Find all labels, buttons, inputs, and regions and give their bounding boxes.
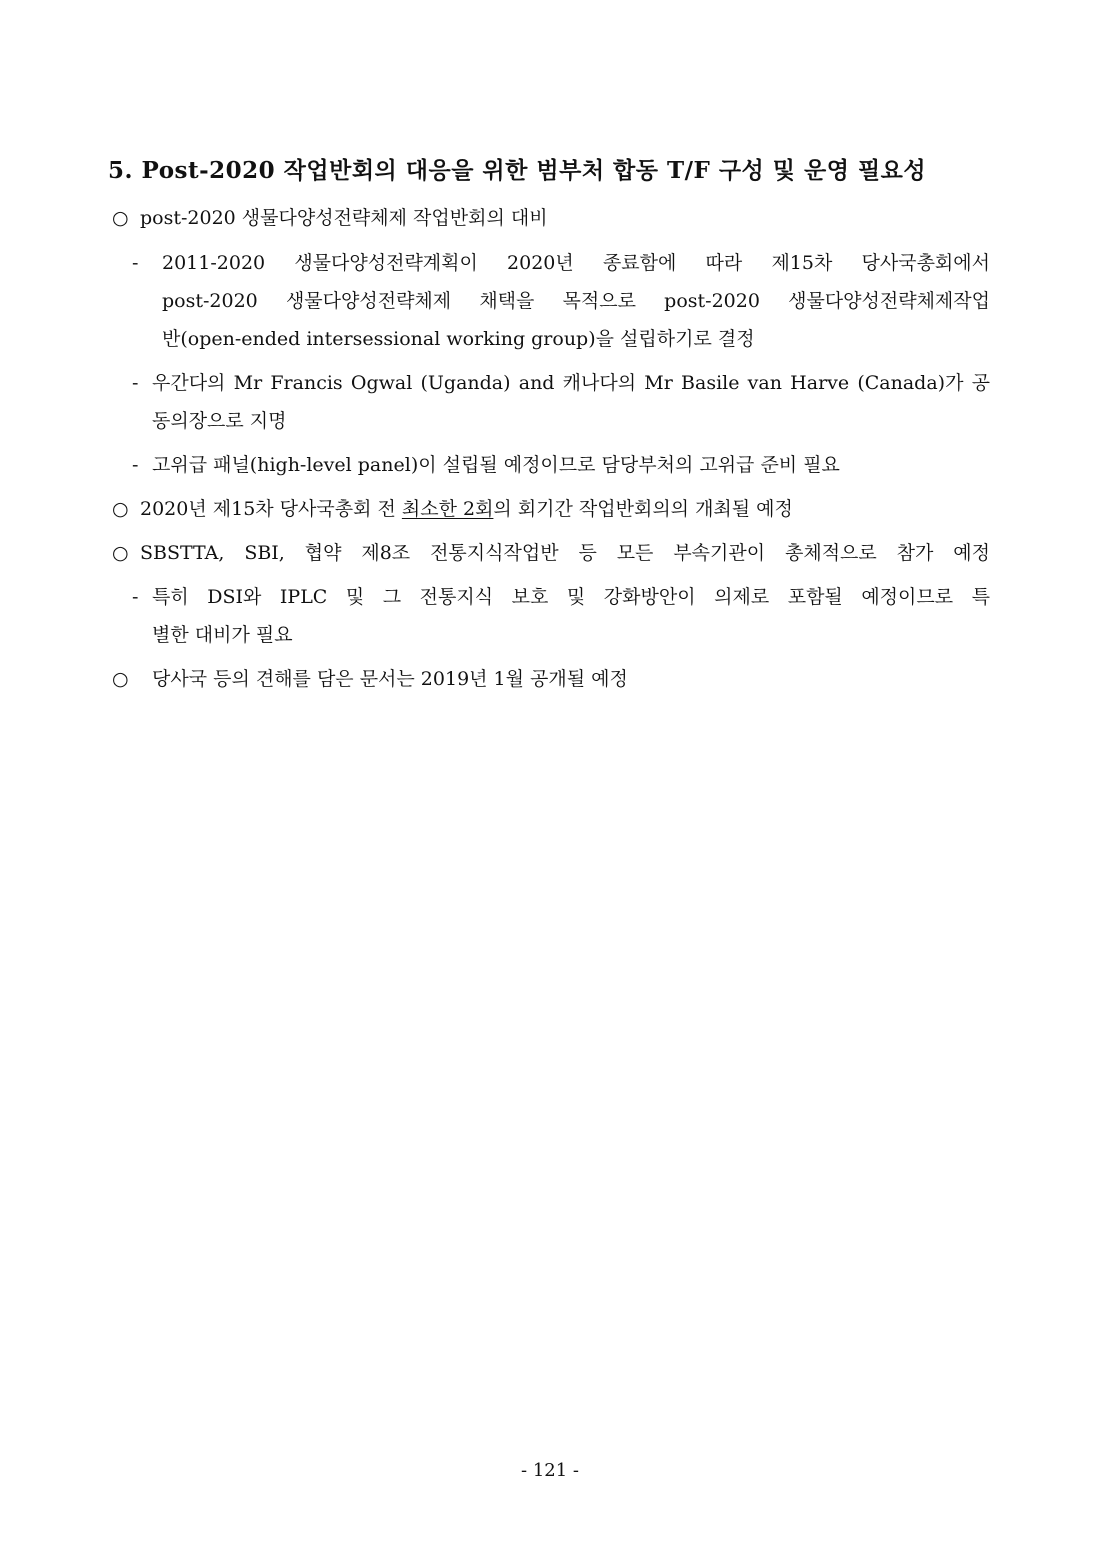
- sub-item-text: 특히 DSI와 IPLC 및 그 전통지식 보호 및 강화방안이 의제로 포함될 예정이므로 특: [152, 586, 990, 608]
- dash-marker: -: [132, 252, 139, 274]
- dash-marker: -: [132, 586, 139, 608]
- bullet-marker: ○: [112, 207, 129, 229]
- sub-item-text: 2011-2020 생물다양성전략계획이 2020년 종료함에 따라 제15차 당사국총회에서: [162, 252, 990, 274]
- sub-item-text: post-2020 생물다양성전략체제 채택을 목적으로 post-2020 생물다양성전략체제작업: [162, 290, 990, 312]
- bullet-text-part: 2020년 제15차 당사국총회 전: [140, 498, 402, 520]
- bullet-text: post-2020 생물다양성전략체제 작업반회의 대비: [140, 207, 548, 229]
- bullet-marker: ○: [112, 542, 129, 564]
- dash-marker: -: [132, 454, 139, 476]
- page-number: - 121 -: [521, 1460, 579, 1481]
- bullet-text: [140, 500, 793, 519]
- bullet-text: SBSTTA, SBI, 협약 제8조 전통지식작업반 등 모든 부속기관이 총체적으로 참가 예정: [140, 542, 990, 564]
- sub-item-text: 별한 대비가 필요: [152, 624, 293, 646]
- bullet-text-part: 의 회기간 작업반회의의 개최될 예정: [493, 498, 793, 520]
- sub-item-text: 고위급 패널(high-level panel)이 설립될 예정이므로 담당부처의 고위급 준비 필요: [152, 454, 840, 476]
- dash-marker: -: [132, 372, 139, 394]
- section-heading: 5. Post-2020 작업반회의 대응을 위한 범부처 합동 T/F 구성 및 운영 필요성: [108, 157, 927, 184]
- sub-item-text: 반(open-ended intersessional working group)을 설립하기로 결정: [162, 328, 755, 350]
- bullet-marker: ○: [112, 668, 129, 690]
- sub-item-text: 동의장으로 지명: [152, 410, 287, 432]
- underlined-emphasis: 최소한 2회: [401, 498, 494, 520]
- bullet-text: 당사국 등의 견해를 담은 문서는 2019년 1월 공개될 예정: [152, 668, 628, 690]
- sub-item-text: 우간다의 Mr Francis Ogwal (Uganda) and 캐나다의 Mr Basile van Harve (Canada)가 공: [152, 372, 990, 394]
- bullet-marker: ○: [112, 498, 129, 520]
